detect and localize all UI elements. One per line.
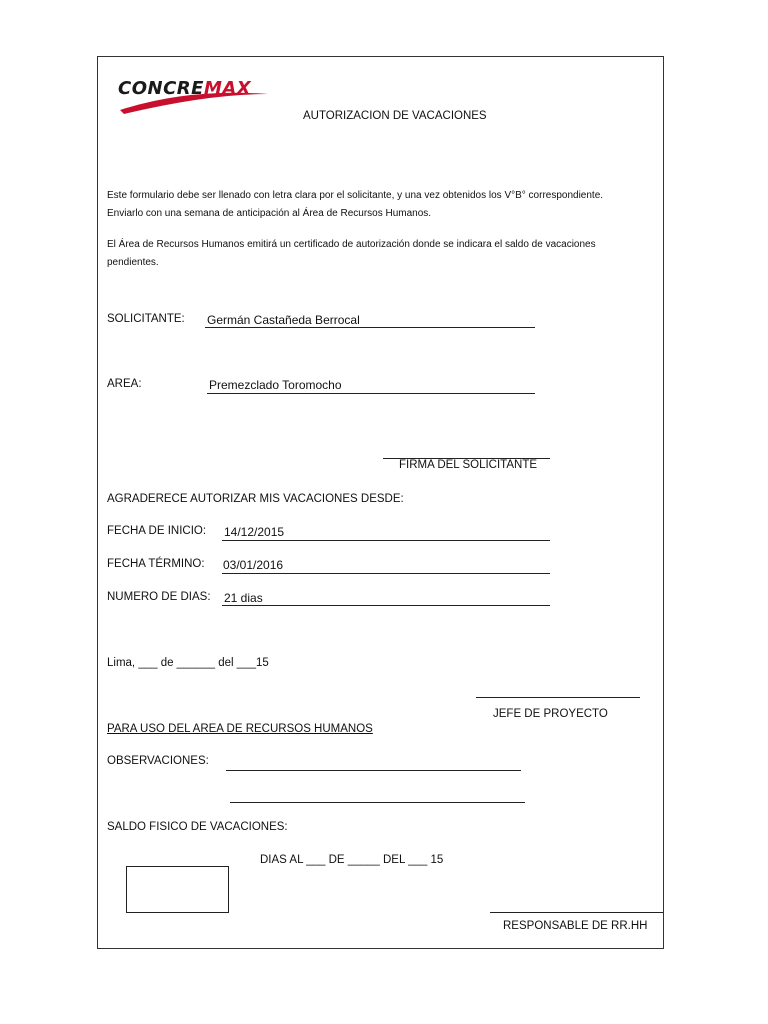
dias-al-line: DIAS AL ___ DE _____ DEL ___ 15 (260, 854, 444, 866)
responsable-label: RESPONSABLE DE RR.HH (503, 920, 648, 932)
form-title: AUTORIZACION DE VACACIONES (303, 110, 487, 122)
concremax-logo (118, 74, 278, 118)
jefe-signature-line (476, 697, 640, 698)
observaciones-line-1[interactable] (226, 770, 521, 771)
fecha-inicio-underline (222, 540, 550, 541)
rrhh-section-title: PARA USO DEL AREA DE RECURSOS HUMANOS (107, 723, 373, 735)
solicitante-label: SOLICITANTE: (107, 313, 185, 325)
logo-text-accent: MAX (203, 78, 252, 99)
request-text: AGRADERECE AUTORIZAR MIS VACACIONES DESDE: (107, 493, 404, 505)
area-underline (207, 393, 535, 394)
fecha-termino-field[interactable]: 03/01/2016 (223, 558, 284, 572)
logo-text-main: CONCRE (118, 78, 204, 99)
fecha-inicio-field[interactable]: 14/12/2015 (224, 525, 285, 539)
jefe-label: JEFE DE PROYECTO (493, 708, 608, 720)
numero-dias-label: NUMERO DE DIAS: (107, 591, 211, 603)
observaciones-line-2[interactable] (230, 802, 525, 803)
intro-line-2: Enviarlo con una semana de anticipación al Área de Recursos Humanos. (107, 208, 432, 219)
firma-solicitante-label: FIRMA DEL SOLICITANTE (399, 459, 538, 471)
intro-line-3: El Área de Recursos Humanos emitirá un certificado de autorización donde se indicara el saldo de vacaciones (107, 239, 596, 250)
intro-line-4: pendientes. (107, 257, 159, 268)
numero-dias-field[interactable]: 21 dias (224, 591, 263, 605)
saldo-box[interactable] (126, 866, 229, 913)
numero-dias-underline (222, 605, 550, 606)
observaciones-label: OBSERVACIONES: (107, 755, 209, 767)
intro-line-1: Este formulario debe ser llenado con letra clara por el solicitante, y una vez obtenidos los V°B° correspondiente. (107, 190, 604, 201)
logo-wordmark (118, 78, 251, 99)
solicitante-field[interactable]: Germán Castañeda Berrocal (207, 313, 360, 327)
fecha-termino-label: FECHA TÉRMINO: (107, 558, 205, 570)
fecha-inicio-label: FECHA DE INICIO: (107, 525, 207, 537)
solicitante-underline (205, 327, 535, 328)
responsable-signature-line (490, 912, 663, 913)
fecha-termino-underline (222, 573, 550, 574)
area-label: AREA: (107, 378, 142, 390)
lima-date-line: Lima, ___ de ______ del ___15 (107, 657, 269, 669)
area-field[interactable]: Premezclado Toromocho (209, 378, 342, 392)
saldo-label: SALDO FISICO DE VACACIONES: (107, 821, 288, 833)
